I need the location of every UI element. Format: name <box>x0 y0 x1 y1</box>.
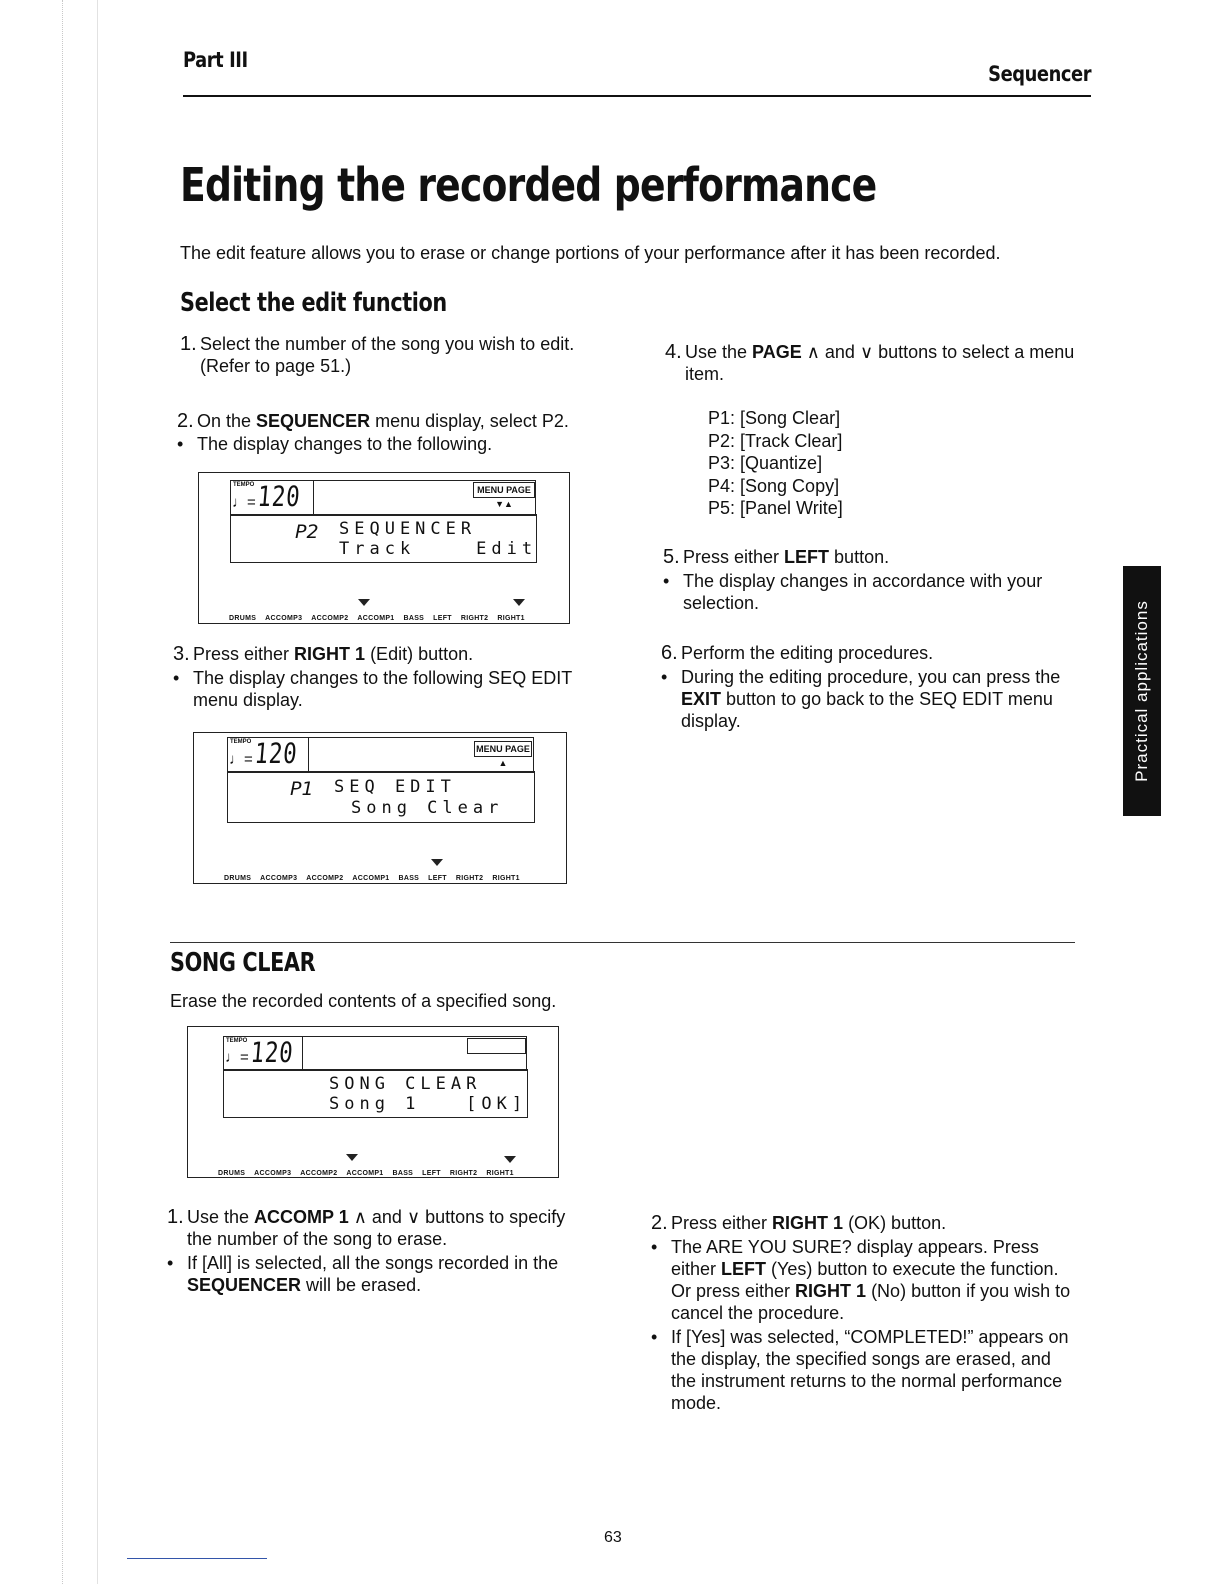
sc-step-2-b1-c: (Yes) button to execute the function. Or press either <box>671 1259 1059 1301</box>
tempo-value: 120 <box>256 480 302 513</box>
btn-label-bass: BASS <box>403 615 425 622</box>
step-6-bullet-pre: During the editing procedure, you can press the <box>681 667 1061 687</box>
sc-step-2-bullet-2: If [Yes] was selected, “COMPLETED!” appears on the display, the specified songs are erased, and the instrument returns to the normal performance mode. <box>671 1327 1069 1413</box>
sc-step-2-num: 2. <box>651 1212 668 1234</box>
step-4-bold: PAGE <box>752 342 802 362</box>
tempo-value: 120 <box>249 1036 295 1069</box>
menu-item: P4: [Song Copy] <box>708 475 840 496</box>
section-divider <box>170 942 1075 943</box>
step-2-pre: On the <box>197 411 257 431</box>
btn-label-drums: DRUMS <box>224 875 252 882</box>
song-clear-heading: SONG CLEAR <box>170 948 316 978</box>
tempo-note-icon: ♩= <box>232 494 256 511</box>
sc-step-2-post: (OK) button. <box>843 1213 947 1233</box>
btn-label-accomp2: ACCOMP2 <box>300 1170 338 1177</box>
select-heading: Select the edit function <box>180 288 447 318</box>
lcd-page: P1 <box>290 778 314 800</box>
lcd-line-1: SEQUENCER <box>339 519 477 539</box>
lcd-display-song-clear <box>187 1026 559 1178</box>
lcd-line-2: Song Clear <box>351 798 504 818</box>
sc-step-2-pre: Press either <box>671 1213 773 1233</box>
btn-label-accomp1: ACCOMP1 <box>346 1170 384 1177</box>
sc-step-1-bold: ACCOMP 1 <box>254 1207 349 1227</box>
step-5-bullet: The display changes in accordance with your selection. <box>683 571 1043 613</box>
lcd-line-2: Song 1 [OK] <box>329 1094 528 1114</box>
sc-step-1: 1. Use the ACCOMP 1 ∧ and ∨ buttons to specify the number of the song to erase. • If [All] is selected, all the songs recorded in the SEQUENCER will be erased. <box>167 1206 566 1295</box>
tempo-box <box>227 737 309 773</box>
lcd-page: P2 <box>295 521 319 543</box>
menu-page-indicator: MENU PAGE ▲ <box>474 741 532 757</box>
step-6-bullet-bold: EXIT <box>681 689 722 709</box>
sc-step-2-bold: RIGHT 1 <box>772 1213 844 1233</box>
btn-label-right1: RIGHT1 <box>492 875 520 882</box>
step-3-num: 3. <box>173 643 190 665</box>
step-2-num: 2. <box>177 410 194 432</box>
tempo-value: 120 <box>253 737 299 770</box>
btn-label-right1: RIGHT1 <box>497 615 525 622</box>
step-2: 2. On the SEQUENCER menu display, select P2. • The display changes to the following. <box>177 410 569 454</box>
lcd-display-sequencer <box>198 472 570 624</box>
menu-item-list <box>708 407 843 520</box>
tempo-note-icon: ♩= <box>225 1049 249 1066</box>
sc-step-2: 2. Press either RIGHT 1 (OK) button. • The ARE YOU SURE? display appears. Press either LEFT (Yes) button to execute the function. Or press either RIGHT 1 (No) button if you wish to cancel the procedure. • If [Yes] was selected, “COMPLETED!” appears on the display, the specified songs are erased, and the instrument returns to the normal performance mode. <box>651 1212 1071 1413</box>
step-1-text: Select the number of the song you wish to edit. (Refer to page 51.) <box>200 334 575 376</box>
header-section: Sequencer <box>988 62 1091 86</box>
step-3-pre: Press either <box>193 644 295 664</box>
btn-label-left: LEFT <box>433 615 452 622</box>
lcd-button-labels <box>218 1170 523 1177</box>
btn-label-accomp3: ACCOMP3 <box>260 875 298 882</box>
sc-step-1-pre: Use the <box>187 1207 255 1227</box>
btn-label-bass: BASS <box>398 875 420 882</box>
sc-step-1-bullet-pre: If [All] is selected, all the songs recorded in the <box>187 1253 559 1273</box>
menu-item: P1: [Song Clear] <box>708 408 841 428</box>
lcd-button-labels <box>229 615 534 622</box>
step-5-post: button. <box>829 547 890 567</box>
step-3-post: (Edit) button. <box>365 644 474 664</box>
scan-edge-left <box>62 0 63 1584</box>
btn-label-right2: RIGHT2 <box>455 875 484 882</box>
btn-label-right2: RIGHT2 <box>460 615 489 622</box>
sc-step-2-b1-a: The ARE YOU SURE? display appears. Press either <box>671 1237 1039 1279</box>
down-arrow-icon <box>358 599 370 606</box>
song-clear-intro: Erase the recorded contents of a specified song. <box>170 991 557 1011</box>
btn-label-accomp3: ACCOMP3 <box>265 615 303 622</box>
menu-item: P2: [Track Clear] <box>708 430 843 451</box>
side-tab-label: Practical applications <box>1132 600 1151 782</box>
step-1 <box>180 333 600 377</box>
scan-edge-inner <box>97 0 98 1584</box>
step-5-bold: LEFT <box>784 547 830 567</box>
lcd-line-2: Track Edit <box>339 539 538 559</box>
step-1-num: 1. <box>180 333 197 355</box>
tempo-label: TEMPO <box>226 1038 248 1044</box>
down-arrow-icon <box>513 599 525 606</box>
btn-label-accomp3: ACCOMP3 <box>254 1170 292 1177</box>
down-arrow-icon <box>504 1156 516 1163</box>
step-4 <box>665 341 1085 385</box>
menu-page-indicator-empty <box>467 1038 526 1054</box>
step-4-num: 4. <box>665 341 682 363</box>
lcd-line-1: SEQ EDIT <box>334 777 456 797</box>
btn-label-accomp1: ACCOMP1 <box>352 875 390 882</box>
step-4-pre: Use the <box>685 342 753 362</box>
intro-text: The edit feature allows you to erase or change portions of your performance after it has been recorded. <box>180 243 1001 263</box>
step-2-bold: SEQUENCER <box>256 411 371 431</box>
step-6-num: 6. <box>661 642 678 664</box>
btn-label-drums: DRUMS <box>218 1170 246 1177</box>
step-2-post: menu display, select P2. <box>370 411 569 431</box>
step-5-pre: Press either <box>683 547 785 567</box>
side-tab <box>1123 566 1161 816</box>
sc-step-1-bullet-post: will be erased. <box>301 1275 422 1295</box>
btn-label-left: LEFT <box>428 875 447 882</box>
btn-label-accomp1: ACCOMP1 <box>357 615 395 622</box>
step-6: 6. Perform the editing procedures. • During the editing procedure, you can press the EXIT button to go back to the SEQ EDIT menu display. <box>661 642 1061 731</box>
lcd-line-1: SONG CLEAR <box>329 1074 482 1094</box>
page-title: Editing the recorded performance <box>180 158 877 212</box>
btn-label-bass: BASS <box>392 1170 414 1177</box>
sc-step-1-post: ∧ and ∨ buttons to specify the number of the song to erase. <box>187 1207 566 1249</box>
menu-page-indicator: MENU PAGE ▼▲ <box>473 482 535 498</box>
step-3-bold: RIGHT 1 <box>294 644 366 664</box>
step-4-post: ∧ and ∨ buttons to select a menu item. <box>685 342 1075 384</box>
sc-step-1-bullet-bold: SEQUENCER <box>187 1275 302 1295</box>
btn-label-accomp2: ACCOMP2 <box>311 615 349 622</box>
lcd-button-labels <box>224 875 529 882</box>
step-2-bullet: The display changes to the following. <box>197 434 493 454</box>
header-rule <box>183 95 1091 97</box>
step-5-num: 5. <box>663 546 680 568</box>
btn-label-accomp2: ACCOMP2 <box>306 875 344 882</box>
down-arrow-icon <box>431 859 443 866</box>
tempo-label: TEMPO <box>233 482 255 488</box>
menu-item: P3: [Quantize] <box>708 453 823 473</box>
step-3-bullet: The display changes to the following SEQ EDIT menu display. <box>193 668 572 710</box>
page-number: 63 <box>604 1529 622 1546</box>
step-3: 3. Press either RIGHT 1 (Edit) button. • The display changes to the following SEQ EDIT menu display. <box>173 643 598 711</box>
menu-item: P5: [Panel Write] <box>708 498 843 518</box>
tempo-box <box>223 1036 303 1071</box>
step-6-bullet-post: button to go back to the SEQ EDIT menu display. <box>681 689 1053 731</box>
btn-label-left: LEFT <box>422 1170 441 1177</box>
header-part: Part III <box>183 48 248 72</box>
sc-step-2-b1-e: (No) button if you wish to cancel the procedure. <box>671 1281 1071 1323</box>
btn-label-drums: DRUMS <box>229 615 257 622</box>
lcd-display-seq-edit <box>193 732 567 884</box>
sc-step-2-b1-d: RIGHT 1 <box>795 1281 867 1301</box>
btn-label-right2: RIGHT2 <box>449 1170 478 1177</box>
step-6-text: Perform the editing procedures. <box>681 643 934 663</box>
step-5: 5. Press either LEFT button. • The display changes in accordance with your selection. <box>663 546 1085 614</box>
btn-label-right1: RIGHT1 <box>486 1170 514 1177</box>
tempo-box <box>230 480 314 516</box>
sc-step-1-num: 1. <box>167 1206 184 1228</box>
footer-line <box>127 1558 267 1559</box>
tempo-note-icon: ♩= <box>229 751 253 768</box>
sc-step-2-b1-b: LEFT <box>721 1259 767 1279</box>
tempo-label: TEMPO <box>230 739 252 745</box>
down-arrow-icon <box>346 1154 358 1161</box>
